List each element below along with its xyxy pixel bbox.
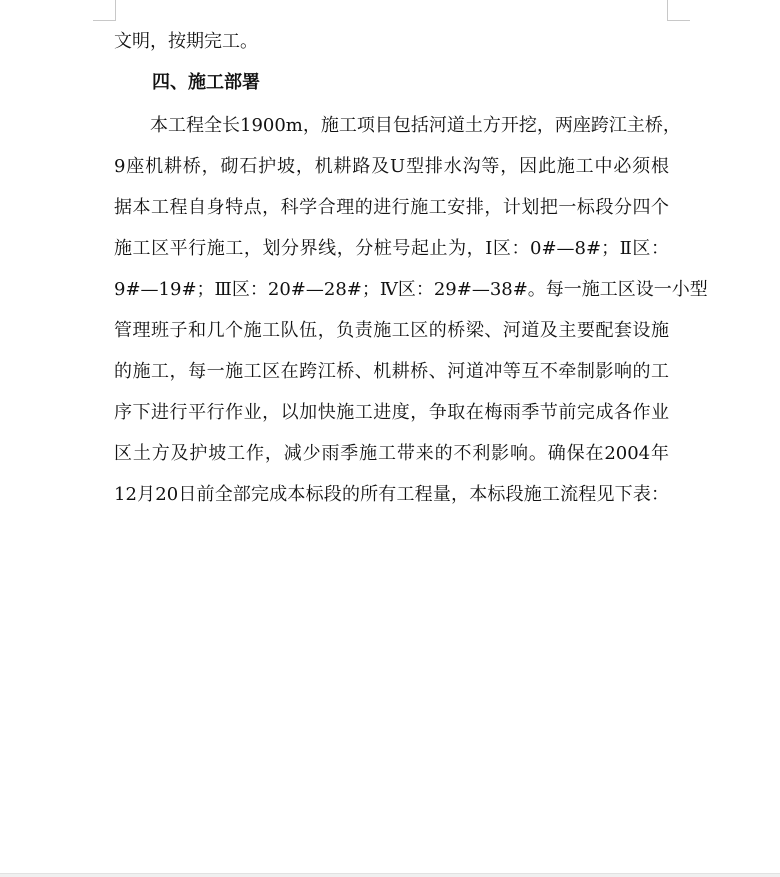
paragraph-line: 的施工，每一施工区在跨江桥、机耕桥、河道冲等互不牵制影响的工 <box>114 361 669 382</box>
paragraph-line: 施工区平行施工，划分界线，分桩号起止为，Ⅰ区：0#—8#；Ⅱ区： <box>114 238 669 259</box>
paragraph-line: 管理班子和几个施工队伍，负责施工区的桥梁、河道及主要配套设施 <box>114 320 669 341</box>
paragraph-line: 文明，按期完工。 <box>114 31 258 52</box>
paragraph-line: 据本工程自身特点，科学合理的进行施工安排，计划把一标段分四个 <box>114 197 669 218</box>
paragraph-line: 12月20日前全部完成本标段的所有工程量，本标段施工流程见下表： <box>114 484 669 505</box>
top-right-margin-mark <box>667 0 690 21</box>
top-left-margin-mark <box>93 0 116 21</box>
paragraph-line: 本工程全长1900m，施工项目包括河道土方开挖，两座跨江主桥， <box>150 115 681 136</box>
paragraph-line: 9座机耕桥，砌石护坡，机耕路及U型排水沟等，因此施工中必须根 <box>114 156 669 177</box>
section-heading: 四、施工部署 <box>152 72 260 93</box>
page-bottom-edge <box>0 873 780 877</box>
paragraph-line: 序下进行平行作业，以加快施工进度，争取在梅雨季节前完成各作业 <box>114 402 669 423</box>
paragraph-line: 9#—19#；Ⅲ区：20#—28#；Ⅳ区：29#—38#。每一施工区设一小型 <box>114 279 708 300</box>
paragraph-line: 区土方及护坡工作，减少雨季施工带来的不利影响。确保在2004年 <box>114 443 669 464</box>
